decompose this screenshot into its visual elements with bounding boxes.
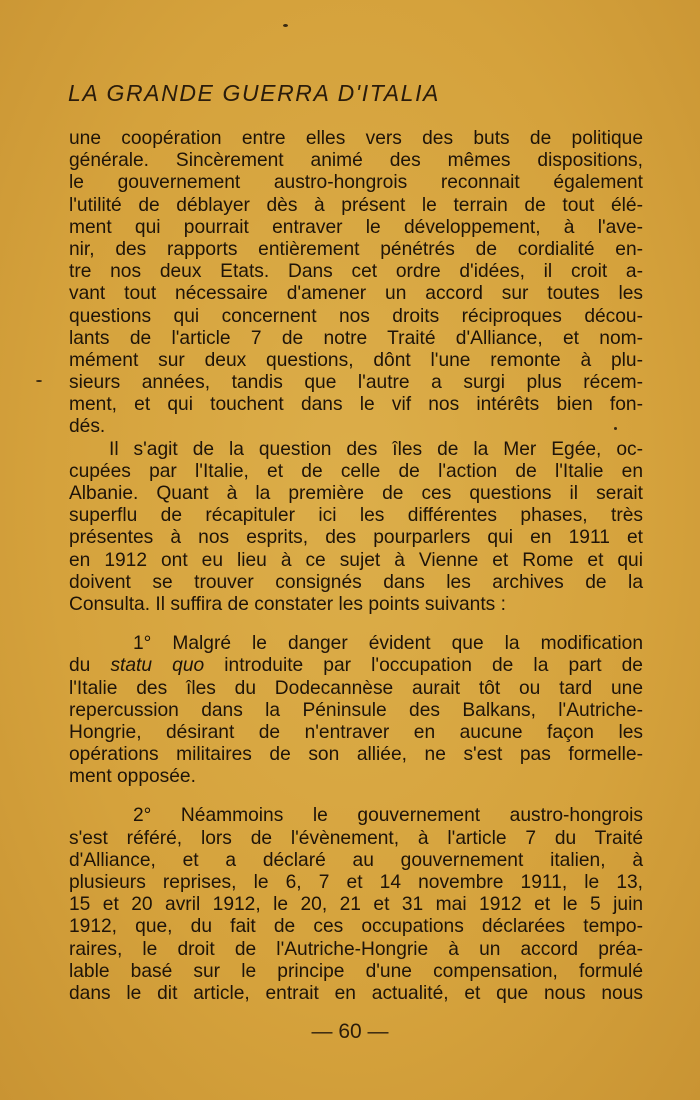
text-line: générale. Sincèrement animé des mêmes dispositions, xyxy=(69,150,643,172)
text-line: l'utilité de déblayer dès à présent le terrain de tout élé- xyxy=(69,194,643,216)
paper-speck xyxy=(36,380,42,382)
text-line: ment, et qui touchent dans le vif nos intérêts bien fon- xyxy=(69,394,643,416)
text-line: présentes à nos esprits, des pourparlers qui en 1911 et xyxy=(69,527,643,549)
paragraph xyxy=(69,805,643,1005)
text-line: lable basé sur le principe d'une compensation, formulé xyxy=(69,960,643,982)
text-line: dés. xyxy=(69,416,106,438)
text-line: Consulta. Il suffira de constater les points suivants : xyxy=(69,593,506,615)
text-line: raires, le droit de l'Autriche-Hongrie à un accord préa- xyxy=(69,938,643,960)
paper-speck xyxy=(283,24,288,27)
text-line: nir, des rapports entièrement pénétrés de cordialité en- xyxy=(69,238,643,260)
text-line: ment qui pourrait entraver le développement, à l'ave- xyxy=(69,216,643,238)
text-line: Hongrie, désirant de n'entraver en aucune façon les xyxy=(69,721,643,743)
text-line: 15 et 20 avril 1912, le 20, 21 et 31 mai 1912 et le 5 juin xyxy=(69,894,643,916)
text-line: cupées par l'Italie, et de celle de l'action de l'Italie en xyxy=(69,460,643,482)
paragraph xyxy=(69,439,643,617)
text-line: questions qui concernent nos droits réciproques décou- xyxy=(69,305,643,327)
text-line: 2° Néammoins le gouvernement austro-hongrois xyxy=(133,805,643,827)
paragraph-gap xyxy=(69,788,643,805)
text-line: plusieurs reprises, le 6, 7 et 14 novembre 1911, le 13, xyxy=(69,872,643,893)
text-line: 1912, que, du fait de ces occupations déclarées tempo- xyxy=(69,916,643,938)
page-number: — 60 — xyxy=(311,1020,389,1043)
text-line: sieurs années, tandis que l'autre a surgi plus récem- xyxy=(69,372,643,394)
text-line: le gouvernement austro-hongrois reconnait également xyxy=(69,172,643,194)
paragraph xyxy=(69,633,643,788)
text-line: doivent se trouver consignés dans les archives de la xyxy=(69,571,643,593)
text-line: Il s'agit de la question des îles de la Mer Egée, oc- xyxy=(109,438,643,460)
text-line: Albanie. Quant à la première de ces questions il serait xyxy=(69,483,643,504)
text-line: tre nos deux Etats. Dans cet ordre d'idées, il croit a- xyxy=(69,261,643,283)
text-line: mément sur deux questions, dônt l'une remonte à plu- xyxy=(69,349,643,371)
paragraph-gap xyxy=(69,616,643,633)
text-line: dans le dit article, entrait en actualité, et que nous nous xyxy=(69,982,643,1004)
text-line: l'Italie des îles du Dodecannèse aurait tôt ou tard une xyxy=(69,677,643,699)
text-line: vant tout nécessaire d'amener un accord sur toutes les xyxy=(69,283,643,305)
text-line: s'est référé, lors de l'évènement, à l'article 7 du Traité xyxy=(69,827,643,849)
running-head: LA GRANDE GUERRA D'ITALIA xyxy=(68,80,440,106)
text-line: superflu de récapituler ici les différentes phases, très xyxy=(69,505,643,527)
text-line: en 1912 ont eu lieu à ce sujet à Vienne et Rome et qui xyxy=(69,549,643,571)
body-text xyxy=(69,128,643,1005)
paragraph xyxy=(69,128,643,439)
text-line: opérations militaires de son alliée, ne s'est pas formelle- xyxy=(69,744,643,766)
text-line: repercussion dans la Péninsule des Balkans, l'Autriche- xyxy=(69,699,643,721)
text-line: 1° Malgré le danger évident que la modification xyxy=(133,633,643,655)
text-line: lants de l'article 7 de notre Traité d'Alliance, et nom- xyxy=(69,327,643,349)
text-line: d'Alliance, et a déclaré au gouvernement italien, à xyxy=(69,849,643,871)
text-line: une coopération entre elles vers des buts de politique xyxy=(69,128,643,149)
text-line: ment opposée. xyxy=(69,766,196,788)
text-line: du statu quo introduite par l'occupation de la part de xyxy=(69,655,643,677)
